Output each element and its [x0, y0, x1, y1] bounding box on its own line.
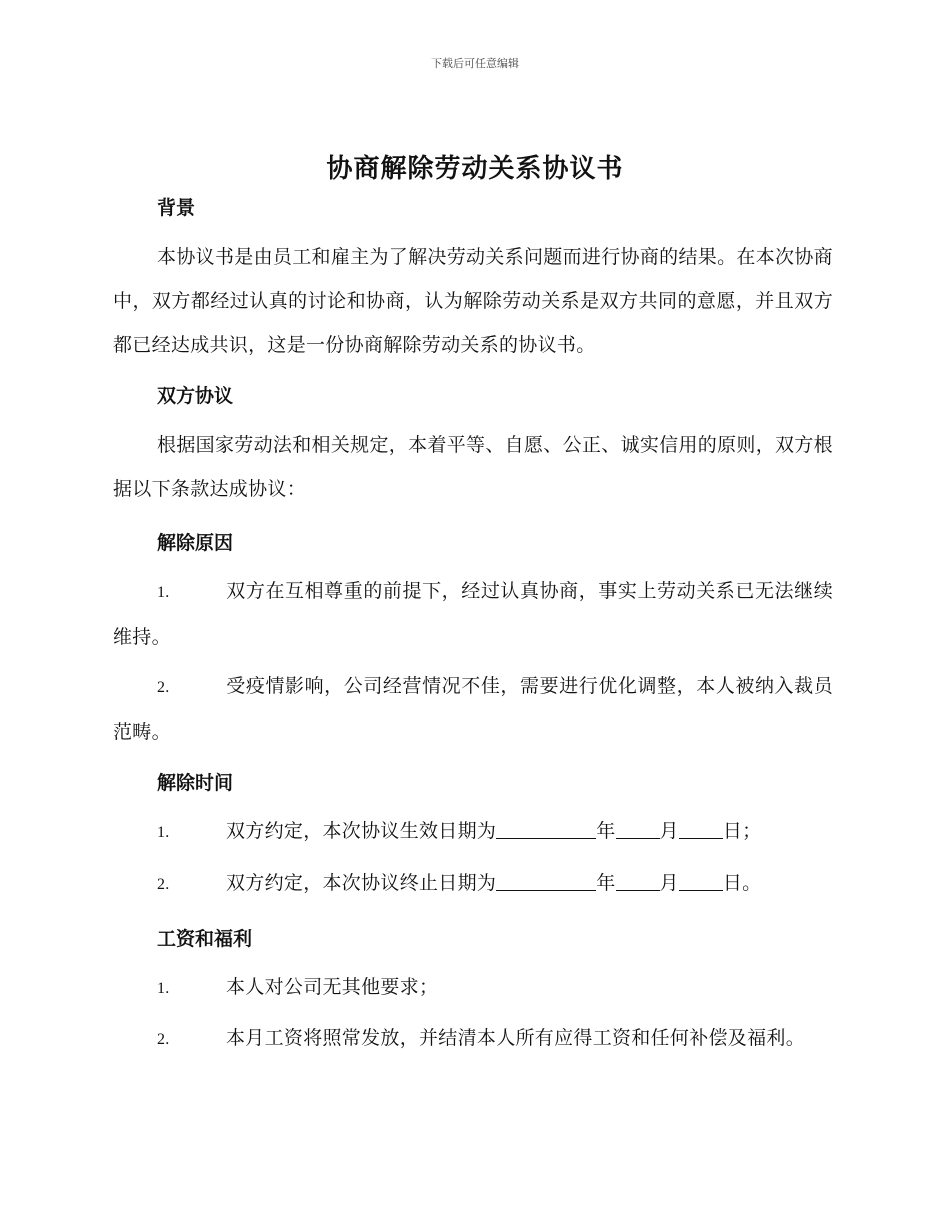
item-number: 2.	[157, 679, 170, 696]
item-text: 本人对公司无其他要求；	[226, 976, 439, 998]
day-blank[interactable]	[679, 872, 723, 891]
item-text: 双方约定，本次协议终止日期为	[226, 872, 497, 894]
item-number: 1.	[157, 584, 170, 601]
year-label: 年	[596, 872, 616, 894]
day-label: 日。	[722, 872, 762, 894]
heading-background: 背景	[157, 197, 196, 219]
header-note: 下载后可任意编辑	[431, 57, 519, 70]
item-text: 受疫情影响，公司经营情况不佳，需要进行优化调整，本人被纳入裁员范畴。	[113, 675, 833, 743]
heading-reason: 解除原因	[157, 532, 234, 554]
background-paragraph: 本协议书是由员工和雇主为了解决劳动关系问题而进行协商的结果。在本次协商中，双方都经过认真的讨论和协商，认为解除劳动关系是双方共同的意愿，并且双方都已经达成共识，这是一份协商解除劳动关系的协议书。	[113, 246, 833, 356]
item-number: 1.	[157, 824, 170, 841]
heading-agreement: 双方协议	[157, 385, 234, 407]
document-title: 协商解除劳动关系协议书	[326, 154, 624, 184]
item-number: 1.	[157, 980, 170, 997]
agreement-paragraph: 根据国家劳动法和相关规定，本着平等、自愿、公正、诚实信用的原则，双方根据以下条款达成协议：	[113, 434, 833, 500]
year-blank[interactable]	[496, 820, 596, 839]
reason-item-2	[113, 664, 833, 754]
month-label: 月	[659, 872, 679, 894]
day-label: 日；	[722, 820, 762, 842]
year-blank[interactable]	[496, 872, 596, 891]
heading-salary: 工资和福利	[157, 928, 253, 950]
time-item-1	[113, 809, 833, 855]
month-label: 月	[659, 820, 679, 842]
item-text: 双方约定，本次协议生效日期为	[226, 820, 497, 842]
day-blank[interactable]	[679, 820, 723, 839]
year-label: 年	[596, 820, 616, 842]
item-number: 2.	[157, 1031, 170, 1048]
salary-item-1	[113, 965, 833, 1011]
heading-time: 解除时间	[157, 772, 234, 794]
item-text: 双方在互相尊重的前提下，经过认真协商，事实上劳动关系已无法继续维持。	[113, 580, 833, 648]
salary-item-2	[113, 1016, 833, 1062]
reason-item-1	[113, 569, 833, 659]
month-blank[interactable]	[616, 872, 660, 891]
time-item-2	[113, 861, 833, 907]
month-blank[interactable]	[616, 820, 660, 839]
item-number: 2.	[157, 876, 170, 893]
item-text: 本月工资将照常发放，并结清本人所有应得工资和任何补偿及福利。	[226, 1027, 806, 1049]
